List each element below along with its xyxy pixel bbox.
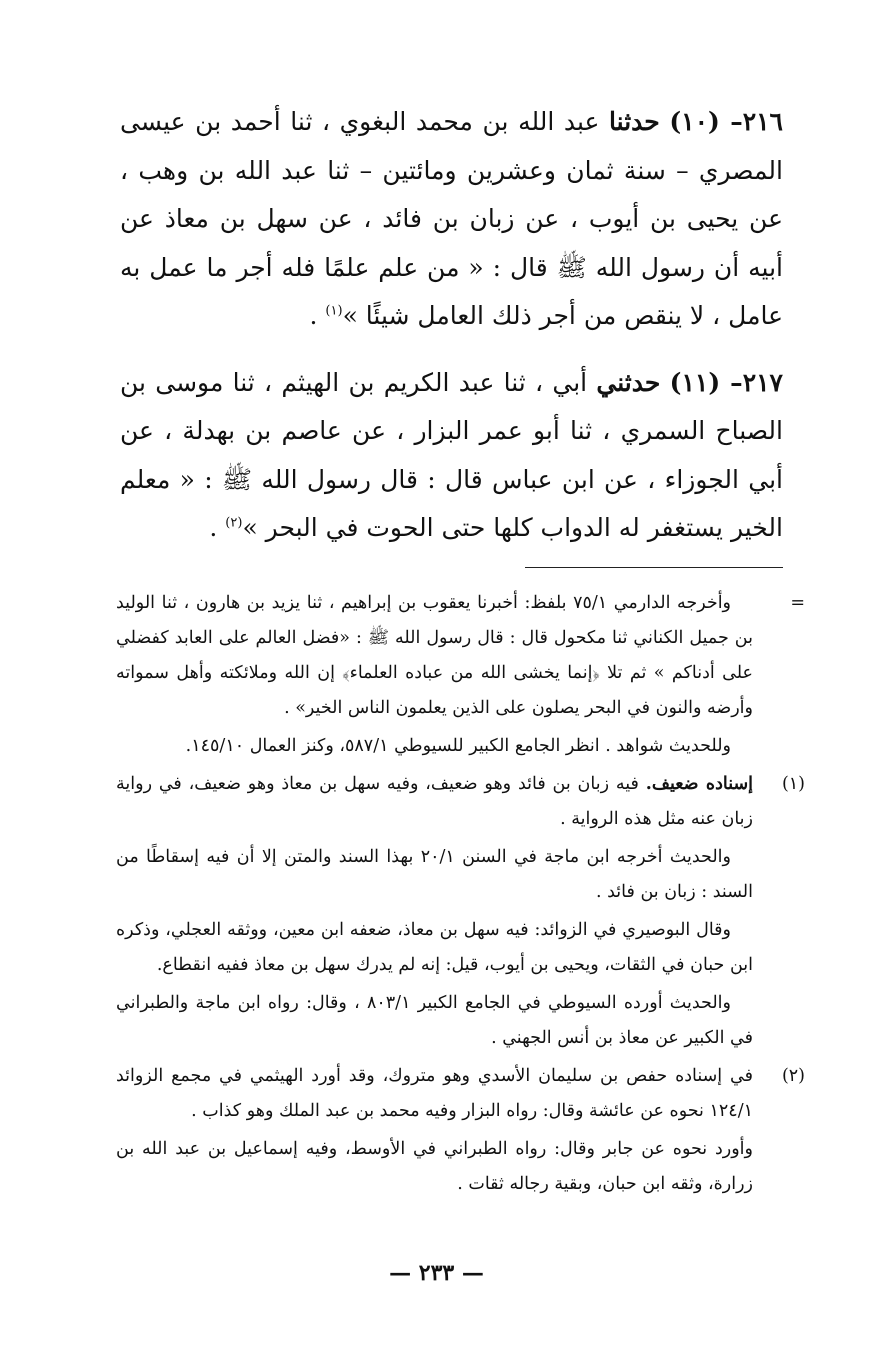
footnote-2 [116,1059,805,1202]
hadith-lead-word: حدثنا [609,107,660,136]
hadith-number: ٢١٧– (١١) [669,367,783,397]
footnote-continued [116,586,805,764]
hadith-number: ٢١٦– (١٠) [669,107,783,136]
footnote-lead: إسناده ضعيف. [645,774,753,794]
footnote-separator [525,567,783,568]
footnote-paragraph [116,767,753,837]
page-number: — ٢٣٣ — [389,1260,484,1286]
footnote-paragraph: وأخرجه الدارمي ٧٥/١ بلفظ: أخبرنا يعقوب بن إبراهيم ، ثنا يزيد بن هارون ، ثنا الوليد بن جميل الكناني ثنا مكحول قال : قال رسول الله ﷺ : «فضل العالم على العابد كفضلي على أدناكم » ثم تلا ﴿إنما يخشى الله من عباده العلماء﴾ إن الله وملائكته وأهل سمواته وأرضه والنون في البحر يصلون على الذين يعلمون الناس الخير» . [116,593,753,718]
footnote-paragraph: والحديث أورده السيوطي في الجامع الكبير ٨٠٣/١ ، وقال: رواه ابن ماجة والطبراني في الكبير عن معاذ بن أنس الجهني . [116,993,753,1048]
footnote-paragraph: وأورد نحوه عن جابر وقال: رواه الطبراني في الأوسط، وفيه إسماعيل بن عبد الله بن زرارة، وثقه ابن حبان، وبقية رجاله ثقات . [116,1139,753,1194]
hadith-lead-word: حدثني [596,367,661,397]
footnote-mark: (٢) [781,1066,805,1086]
hadith-end: . [209,513,226,542]
footnote-mark: (١) [781,774,805,794]
footnote-mark: = [790,593,805,613]
footnote-paragraph: في إسناده حفص بن سليمان الأسدي وهو متروك، وقد أورد الهيثمي في مجمع الزوائد ١٢٤/١ نحوه عن عائشة وقال: رواه البزار وفيه محمد بن عبد الملك وهو كذاب . [116,1066,753,1121]
footnote-paragraph: والحديث أخرجه ابن ماجة في السنن ٢٠/١ بهذا السند والمتن إلا أن فيه إسقاطًا من السند : زبان بن فائد . [116,847,753,902]
hadith-text: أبي ، ثنا عبد الكريم بن الهيثم ، ثنا موسى بن الصباح السمري ، ثنا أبو عمر البزار ، عن عاصم بن بهدلة ، عن أبي الجوزاء ، عن ابن عباس قال : قال رسول الله ﷺ : « معلم الخير يستغفر له الدواب كلها حتى الحوت في البحر » [120,367,783,542]
footnote-paragraph: وللحديث شواهد . انظر الجامع الكبير للسيوطي ٥٨٧/١، وكنز العمال ١٤٥/١٠. [185,736,731,756]
footnote-ref: (١) [325,303,343,319]
footnote-paragraph: وقال البوصيري في الزوائد: فيه سهل بن معاذ، ضعفه ابن معين، ووثقه العجلي، وذكره ابن حبان في الثقات، ويحيى بن أيوب، قيل: إنه لم يدرك سهل بن معاذ ففيه انقطاع. [116,920,753,975]
hadith-end: . [309,301,326,330]
hadith-text: عبد الله بن محمد البغوي ، ثنا أحمد بن عيسى المصري – سنة ثمان وعشرين ومائتين – ثنا عبد الله بن وهب ، عن يحيى بن أيوب ، عن زبان بن فائد ، عن سهل بن معاذ عن أبيه أن رسول الله ﷺ قال : « من علم علمًا فله أجر ما عمل به عامل ، لا ينقص من أجر ذلك العامل شيئًا » [120,107,783,330]
main-text [120,98,783,571]
hadith-217 [120,359,783,553]
hadith-216 [120,98,783,341]
footnote-1 [116,767,805,1056]
footnote-ref: (٢) [225,515,243,531]
footnote-text: فيه زبان بن فائد وهو ضعيف، وفيه سهل بن معاذ وهو ضعيف، في رواية زبان عنه مثل هذه الرواية . [116,774,753,829]
footnotes [116,586,805,1205]
